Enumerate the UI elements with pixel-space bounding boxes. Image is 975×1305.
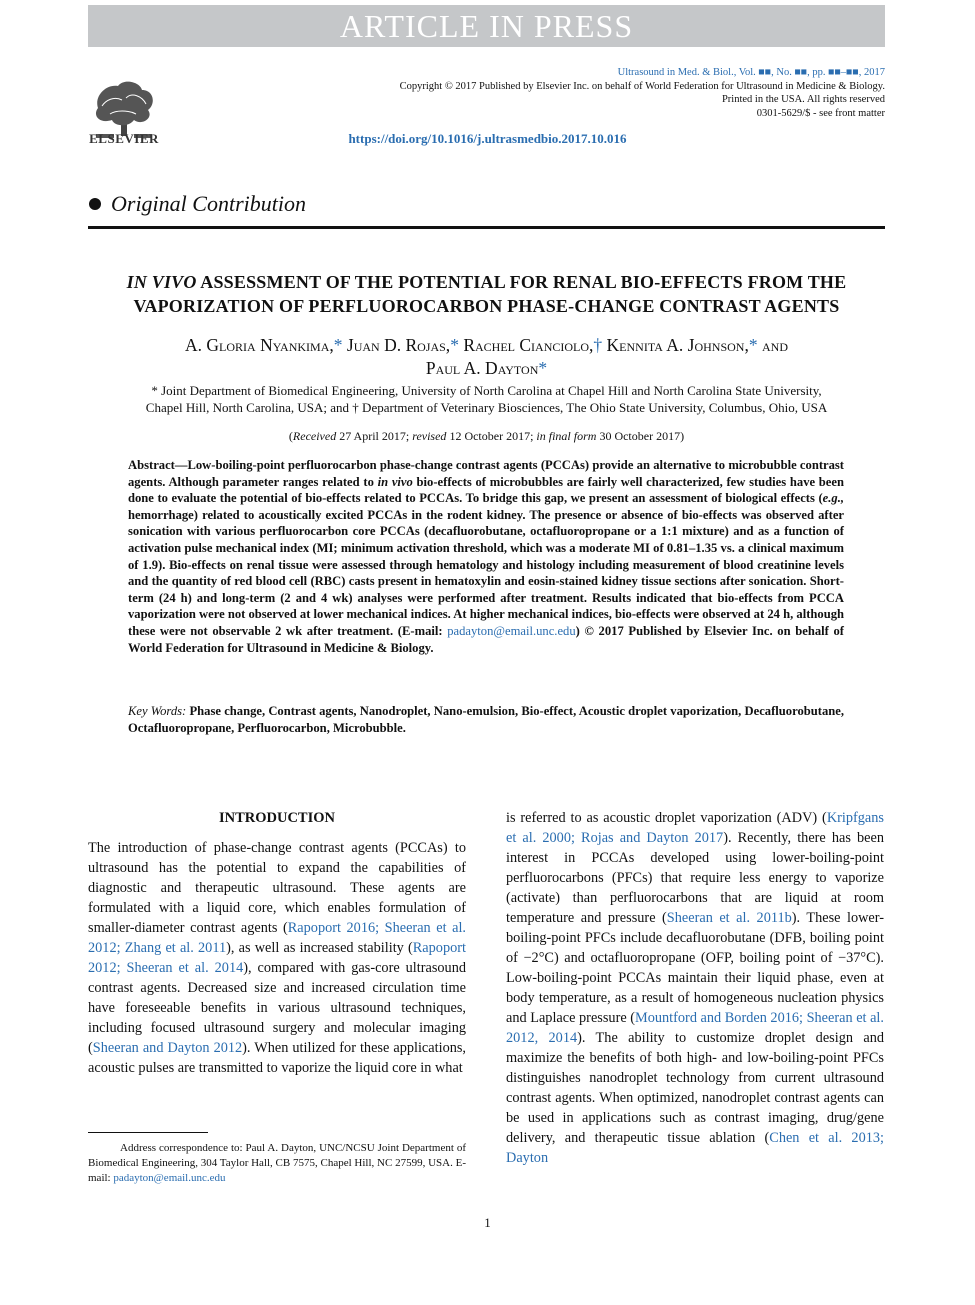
title-text: ASSESSMENT OF THE POTENTIAL FOR RENAL BIO-EFFECTS FROM THE VAPORIZATION OF PERFLUOROCARBON PHASE-CHANGE CONTRAST AGENTS bbox=[133, 272, 847, 316]
citation-link[interactable]: Sheeran et al. 2011b bbox=[666, 910, 792, 926]
introduction-paragraph-continued bbox=[506, 808, 884, 1168]
citation-link[interactable]: Mountford and Borden 2016; Sheeran et al. 2012, 2014 bbox=[506, 1010, 884, 1046]
printed-line: Printed in the USA. All rights reserved bbox=[721, 94, 885, 105]
received-date: 27 April 2017; bbox=[336, 429, 413, 443]
keywords bbox=[128, 703, 844, 736]
author-mark[interactable]: † bbox=[593, 335, 603, 355]
abstract-text: bio-effects of microbubbles are fairly well characterized, few studies have been done to evaluate the potential of bio-effects related to PCCAs. To bridge this gap, we present an assessment of biological effects ( bbox=[128, 474, 844, 506]
body-text: is referred to as acoustic droplet vaporization (ADV) ( bbox=[506, 810, 827, 826]
left-column bbox=[88, 808, 466, 1078]
correspondence-footnote bbox=[88, 1141, 466, 1186]
bullet-icon bbox=[89, 198, 101, 210]
footnote-text: Address correspondence to: Paul A. Dayton, UNC/NCSU Joint Department of Biomedical Engineering, 304 Taylor Hall, CB 7575, Chapel Hill, NC 27599, USA. E-mail: bbox=[88, 1142, 466, 1184]
revised-date: 12 October 2017; bbox=[446, 429, 537, 443]
citation-link[interactable]: Kripfgans et al. 2000; Rojas and Dayton 2017 bbox=[506, 810, 884, 846]
right-column bbox=[506, 808, 884, 1168]
author-mark[interactable]: * bbox=[333, 335, 343, 355]
abstract-email-link[interactable]: padayton@email.unc.edu bbox=[447, 623, 576, 638]
doi-link[interactable]: https://doi.org/10.1016/j.ultrasmedbio.2017.10.016 bbox=[348, 131, 627, 146]
article-title bbox=[88, 270, 885, 318]
issn-line: 0301-5629/$ - see front matter bbox=[756, 107, 885, 119]
journal-citation-link[interactable]: Ultrasound in Med. & Biol., Vol. ■■, No. ■■, pp. ■■–■■, 2017 bbox=[617, 67, 885, 78]
abstract-text: Abstract—Low-boiling-point perfluorocarbon phase-change contrast agents (PCCAs) provide an alternative to microbubble contrast agents. Although parameter ranges related to bbox=[128, 458, 844, 489]
final-label: in final form bbox=[536, 429, 597, 443]
publisher-name: ELSEVIER bbox=[89, 131, 159, 146]
body-text: ). These lower-boiling-point PFCs include decafluorobutane (DFB, boiling point of −2°C) and octafluoropropane (OFP, boiling point of −37°C). Low-boiling-point PCCAs maintain their liquid phase, even at body temperature, as a result of homogeneous nucleation physics and Laplace pressure ( bbox=[506, 910, 884, 1026]
footnote-rule bbox=[88, 1132, 208, 1133]
body-text: ), as well as increased stability ( bbox=[226, 940, 413, 956]
citation-link[interactable]: Sheeran and Dayton 2012 bbox=[92, 1040, 243, 1056]
body-text: ), compared with gas-core ultrasound contrast agents. Decreased size and increased circulation time have foreseeable benefits in various ultrasound techniques, including focused ultrasound surgery and molecular imaging ( bbox=[88, 960, 466, 1056]
final-date: 30 October 2017) bbox=[596, 429, 685, 443]
footnote-email-link[interactable]: padayton@email.unc.edu bbox=[113, 1172, 226, 1184]
body-text: ). The ability to customize droplet design and maximize the benefits of both high- and low-boiling-point PFCs distinguishes nanodroplet technology from current ultrasound contrast agents. When optimized, nanodroplet contrast agents can be used in applications such as contrast imaging, drug/gene delivery, and therapeutic tissue ablation ( bbox=[506, 1030, 884, 1146]
author-mark[interactable]: * bbox=[748, 335, 758, 355]
body-text: ). Recently, there has been interest in PCCAs developed using lower-boiling-point perfluorocarbons (PFCs) that require less energy to vaporize (activate) than perfluorocarbons that are liquid at room temperature and pressure ( bbox=[506, 830, 884, 926]
author-conjunction: and bbox=[757, 335, 788, 355]
affiliations bbox=[88, 382, 885, 416]
author-mark[interactable]: * bbox=[450, 335, 459, 355]
body-text: ). When utilized for these applications, acoustic pulses are transmitted to vaporize the liquid core in what bbox=[88, 1040, 467, 1076]
abstract bbox=[128, 457, 844, 656]
introduction-heading: INTRODUCTION bbox=[218, 810, 335, 826]
citation-link[interactable]: Chen et al. 2013; Dayton bbox=[506, 1130, 884, 1166]
affiliation-line: Chapel Hill, North Carolina, USA; and † Department of Veterinary Biosciences, The Ohio State University, Columbus, Ohio, USA bbox=[145, 400, 828, 415]
abstract-text: hemorrhage) related to acoustically excited PCCAs in the rodent kidney. The presence or absence of bio-effects was observed after sonication with various perfluorocarbon core PCCAs (decafluorobutane, octafluoropropane or a 1:1 mixture) and as a function of activation pulse mechanical index (MI; minimum activation threshold, which was a moderate MI of 0.81–1.35 vs. a clinical maximum of 1.9). Bio-effects on renal tissue were assessed through hematology and histology including measurement of blood creatinine levels and the quantity of red blood cell (RBC) casts present in hematoxylin and eosin-stained kidney tissue sections after sonication. Short-term (24 h) and long-term (2 and 4 wk) analyses were performed after treatment. Results indicated that bio-effects from PCCA vaporization were not observed at lower mechanical indices. At higher mechanical indices, bio-effects were observed at 24 h, although these were not observable 2 wk after treatment. (E-mail: bbox=[128, 507, 844, 638]
section-label bbox=[89, 191, 306, 217]
author-name: Juan D. Rojas, bbox=[346, 335, 451, 355]
author-list bbox=[88, 334, 885, 380]
keywords-text: Phase change, Contrast agents, Nanodroplet, Nano-emulsion, Bio-effect, Acoustic droplet vaporization, Decafluorobutane, Octafluoropropane, Perfluorocarbon, Microbubble. bbox=[128, 704, 844, 735]
paren: ( bbox=[288, 429, 293, 443]
body-text: The introduction of phase-change contrast agents (PCCAs) to ultrasound has the potential to expand the capabilities of diagnostic and therapeutic ultrasound. These agents are formulated with a liquid core, which enables formulation of smaller-diameter contrast agents ( bbox=[88, 840, 466, 936]
header-rule bbox=[88, 226, 885, 229]
revised-label: revised bbox=[412, 429, 447, 443]
author-name: Kennita A. Johnson, bbox=[606, 335, 749, 355]
keywords-label: Key Words: bbox=[128, 704, 187, 718]
citation-link[interactable]: Rapoport 2016; Sheeran et al. 2012; Zhang et al. 2011 bbox=[88, 920, 466, 956]
author-name: Rachel Cianciolo, bbox=[463, 335, 594, 355]
journal-info bbox=[400, 66, 885, 120]
author-name: A. Gloria Nyankima, bbox=[185, 335, 334, 355]
abstract-italic: in vivo bbox=[377, 474, 413, 489]
abstract-italic: e.g., bbox=[822, 491, 844, 506]
received-dates bbox=[88, 429, 885, 444]
author-mark[interactable]: * bbox=[538, 358, 548, 378]
introduction-paragraph bbox=[88, 838, 466, 1078]
section-label-text: Original Contribution bbox=[111, 191, 306, 216]
article-in-press-banner: ARTICLE IN PRESS bbox=[88, 5, 885, 47]
copyright-line: Copyright © 2017 Published by Elsevier Inc. on behalf of World Federation for Ultrasound in Medicine & Biology. bbox=[399, 80, 885, 92]
abstract-text: ) © 2017 Published by Elsevier Inc. on behalf of World Federation for Ultrasound in Medicine & Biology. bbox=[128, 623, 844, 655]
affiliation-line: * Joint Department of Biomedical Engineering, University of North Carolina at Chapel Hill and North Carolina State University, bbox=[151, 383, 822, 398]
citation-link[interactable]: Rapoport 2012; Sheeran et al. 2014 bbox=[88, 940, 466, 976]
author-name: Paul A. Dayton bbox=[425, 358, 539, 378]
page-number: 1 bbox=[484, 1215, 491, 1230]
title-italic: IN VIVO bbox=[126, 272, 197, 292]
received-label: Received bbox=[292, 429, 337, 443]
